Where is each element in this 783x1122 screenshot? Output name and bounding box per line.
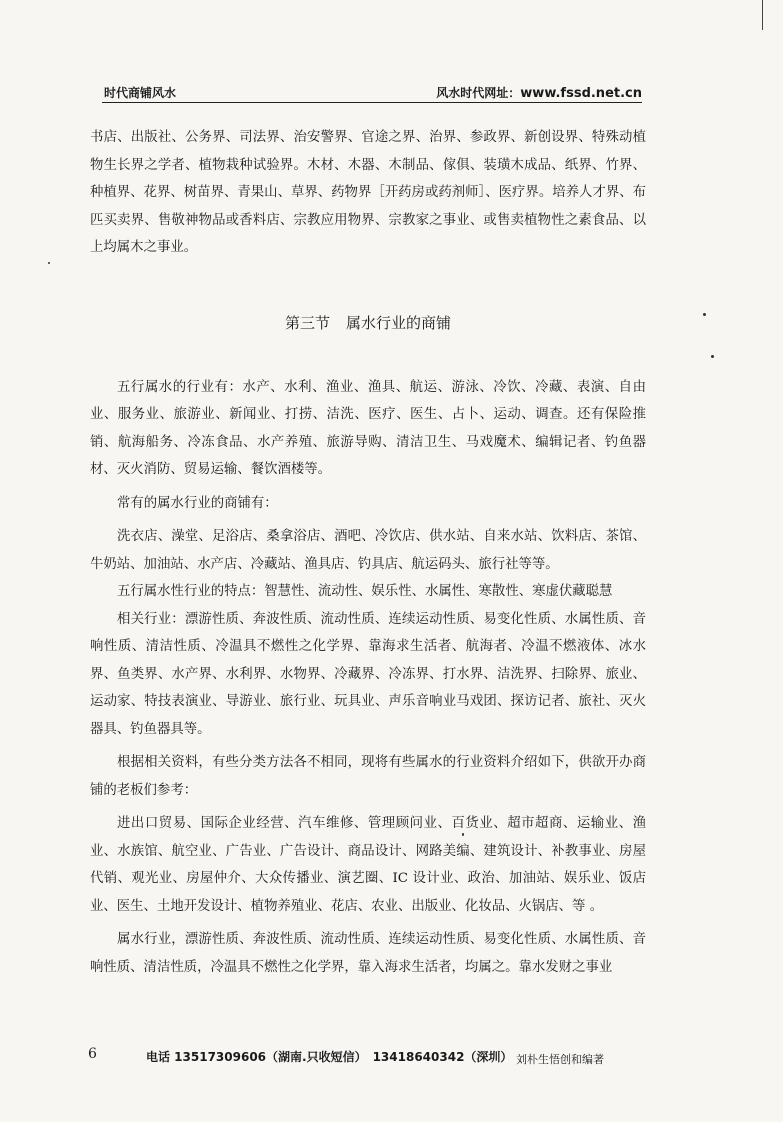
scan-edge-mark [762,0,769,30]
paragraph: 根据相关资料，有些分类方法各不相同，现将有些属水的行业资料介绍如下，供欲开办商铺的老板们参考： [90,755,646,798]
paragraph: 常有的属水行业的商铺有： [117,495,278,511]
page-header [102,82,642,103]
paragraph: 属水行业，漂游性质、奔波性质、流动性质、连续运动性质、易变化性质、水属性质、音响性质、清洁性质，冷温具不燃性之化学界，靠入海求生活者，均属之。靠水发财之事业 [90,932,646,975]
scan-speck [48,262,50,264]
header-book-title: 时代商铺风水 [104,86,177,100]
paragraph: 进出口贸易、国际企业经营、汽车维修、管理顾问业、百货业、超市超商、运输业、渔业、水族馆、航空业、广告业、广告设计、商品设计、网路美编、建筑设计、补教事业、房屋代销、观光业、房屋仲介、大众传播业、演艺圈、IC 设计业、政治、加油站、娱乐业、饭店业、医生、土地开发设计、植物养殖业、花店、农业、出版业、化妆品、火锅店、等 。 [90,816,646,914]
paragraph: 相关行业：漂游性质、奔波性质、流动性质、连续运动性质、易变化性质、水属性质、音响性质、清洁性质、冷温具不燃性之化学界、靠海求生活者、航海者、冷温不燃液体、冰水界、鱼类界、水产界、水利界、水物界、冷藏界、冷冻界、打水界、洁洗界、扫除界、旅业、运动家、特技表演业、导游业、旅行业、玩具业、声乐音响业马戏团、探访记者、旅社、灭火器具、钓鱼器具等。 [90,611,646,737]
footer-author: 刘朴生悟创和编著 [516,1053,604,1066]
header-website-label: 风水时代网址： [436,86,521,100]
page-content [90,124,646,981]
paragraph: 五行属水性行业的特点：智慧性、流动性、娱乐性、水属性、寒散性、寒虚伏藏聪慧 [117,584,613,599]
paragraph: 五行属水的行业有：水产、水利、渔业、渔具、航运、游泳、冷饮、冷藏、表演、自由业、服务业、旅游业、新闻业、打捞、洁洗、医疗、医生、占卜、运动、调查。还有保险推销、航海船务、冷冻食品、水产养殖、旅游导购、清洁卫生、马戏魔术、编辑记者、钓鱼器材、灭火消防、贸易运输、餐饮酒楼等。 [90,379,646,477]
section-number: 第三节 [284,313,330,332]
paragraph: 洗衣店、澡堂、足浴店、桑拿浴店、酒吧、冷饮店、供水站、自来水站、饮料店、茶馆、牛奶站、加油站、水产店、冷藏站、渔具店、钓具店、航运码头、旅行社等等。 [90,529,646,572]
section-title: 属水行业的商铺 [346,313,452,332]
scan-speck [703,313,706,316]
header-website-url: www.fssd.net.cn [520,86,642,101]
paragraph-wood-industries: 书店、出版社、公务界、司法界、治安警界、官途之界、治界、参政界、新创设界、特殊动植物生长界之学者、植物栽种试验界。木材、木器、木制品、傢俱、装璜木成品、纸界、竹界、种植界、花界、树苗界、青果山、草界、药物界［开药房或药剂师］、医疗界。培养人才界、布匹买卖界、售敬神物品或香料店、宗教应用物界、宗教家之事业、或售卖植物性之素食品、以上均属木之事业。 [90,130,646,255]
scan-speck [711,355,714,358]
page-footer [88,1046,648,1070]
footer-contact: 电话 13517309606（湖南.只收短信） 13418640342（深圳） [146,1050,513,1064]
section-heading [90,310,646,336]
page-number: 6 [88,1046,97,1062]
header-website [436,84,642,101]
